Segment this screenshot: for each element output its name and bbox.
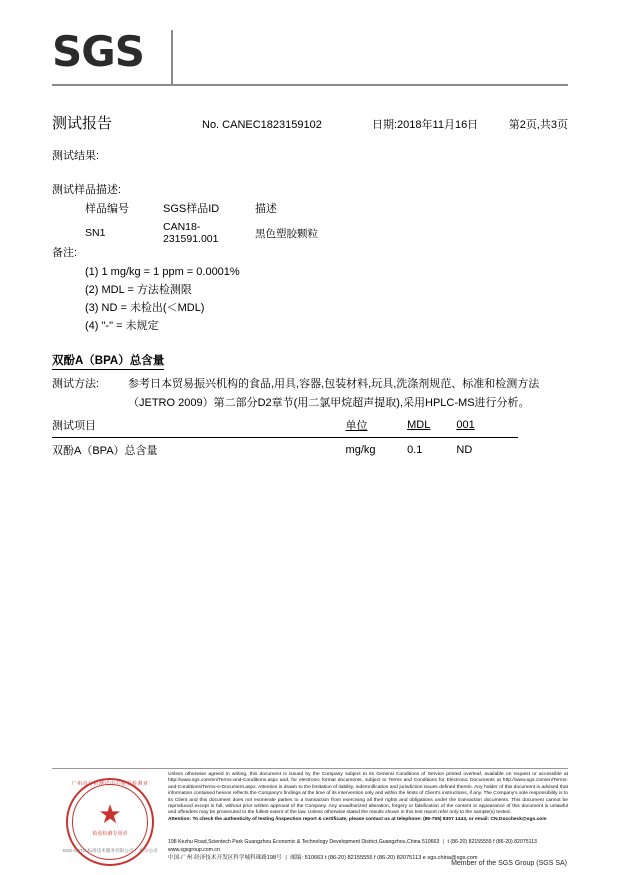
sample-desc-value: 黑色塑胶颗粒 [255,227,318,240]
list-item: (2) MDL = 方法检测限 [85,284,192,296]
footer-disclaimer-text: Unless otherwise agreed in writing, this document is issued by the Company subject to its General Conditions of Service printed overleaf, available on request or accessible at http://www.sgs.com/en/Terms-and-Conditions.aspx and, for electronic format documents, subject to Terms and Conditions for Electronic Documents at http://www.sgs.com/en/Terms-and-Conditions/Terms-e-Document.aspx. Attention is drawn to the limitation of liability, indemnification and jurisdiction issues defined therein. Any holder of this document is advised that information contained hereon reflects the Company's findings at the time of its intervention only and within the limits of Client's instructions, if any. The Company's sole responsibility is to its Client and this document does not exonerate parties to a transaction from exercising all their rights and obligations under the transaction documents. This document cannot be reproduced except in full, without prior written approval of the Company. Any unauthorized alteration, forgery or falsification of the content or appearance of this document is unlawful and offenders may be prosecuted to the fullest extent of the law. Unless otherwise stated the results shown in this test report refer only to the sample(s) tested. [168,772,568,816]
footer-address-en: 198 Kezhu Road,Scientech Park Guangzhou Economic & Technology Development District,Guangzhou,China 510663 [168,839,440,845]
sgs-logo-text: SGS [52,27,144,76]
sample-col-desc: 描述 [255,203,277,215]
seal-bottom-text: 检验检测专用章 [92,831,128,837]
star-icon: ★ [98,799,122,829]
company-seal-stamp [62,774,158,870]
seal-top-text: 广州市分析测试中心检验检测章 [71,781,149,787]
result-col-unit: 单位 [346,417,408,438]
table-row [52,438,518,459]
table-row [85,221,395,245]
report-header [52,112,568,133]
footer-member-line: Member of the SGS Group (SGS SA) [451,860,567,867]
footer-tel-en: t (86-20) 82155555 [447,839,492,845]
report-date: 日期:2018年11月16日 [372,119,479,131]
seal-caption: SGS-CSTC 标准技术服务有限公司 广州分公司 [62,848,158,853]
list-item: (3) ND = 未检出(＜MDL) [85,302,205,314]
footer-address-en-line [168,838,568,854]
results-label: 测试结果: [52,150,100,162]
footer-sep: | [442,839,445,845]
page-title: 测试报告 [52,115,113,132]
footer-sep-2: | [285,855,287,861]
footer-zip-cn: 邮编: 510663 [290,855,324,861]
notes-list [85,263,240,335]
result-value: ND [456,444,473,456]
sample-col-no: 样品编号 [85,203,129,215]
list-item: (1) 1 mg/kg = 1 ppm = 0.0001% [85,266,240,278]
bpa-section-heading: 双酚A（BPA）总含量 [52,352,164,370]
footer-rule [52,768,568,769]
sgs-logo [52,27,172,76]
result-col-mdl: MDL [407,417,456,438]
footer-attention-text: Attention: To check the authenticity of testing /inspection report & certificate, please contact us at telephone: (86-755) 8307 1443, or email: CN.Doccheck@sgs.com [168,816,547,822]
header-rule [52,84,568,86]
footer-fax-cn: f (86-20) 82075113 [374,855,422,861]
method-label: 测试方法: [52,378,100,390]
sample-col-id: SGS样品ID [163,203,220,215]
notes-label: 备注: [52,247,78,259]
logo-divider [171,30,173,86]
footer-email-cn[interactable]: e sgs.china@sgs.com [422,855,478,861]
result-table [52,417,518,458]
result-col-item: 测试项目 [52,417,346,438]
result-col-sample-001: 001 [456,417,518,438]
page-number: 第2页,共3页 [508,119,568,131]
footer-web[interactable]: www.sgsgroup.com.cn [168,847,220,853]
report-number: No. CANEC1823159102 [202,119,322,131]
result-table-header-row [52,417,518,438]
footer-fax-en: f (86-20) 82075113 [493,839,537,845]
footer-tel-cn: t (86-20) 82155555 [324,855,373,861]
sample-table-header-row [85,200,395,221]
result-mdl: 0.1 [407,444,423,456]
list-item: (4) "-" = 未规定 [85,320,159,332]
footer-address-cn: 中国·广州·经济技术开发区科学城科珠路198号 [168,855,282,861]
result-unit: mg/kg [345,444,376,456]
sample-no-value: SN1 [85,227,106,239]
sample-id-value: CAN18-231591.001 [163,221,219,245]
sample-description-label: 测试样品描述: [52,184,122,196]
footer-disclaimer [168,772,568,823]
method-text: 参考日本贸易振兴机构的食品,用具,容器,包装材料,玩具,洗涤剂规范、标准和检测方法（JETRO 2009）第二部分D2章节(用二氯甲烷超声提取),采用HPLC-MS进行分析。 [128,378,540,409]
result-item-name: 双酚A（BPA）总含量 [52,445,158,457]
sample-table [85,200,395,245]
footer-address [168,838,568,862]
